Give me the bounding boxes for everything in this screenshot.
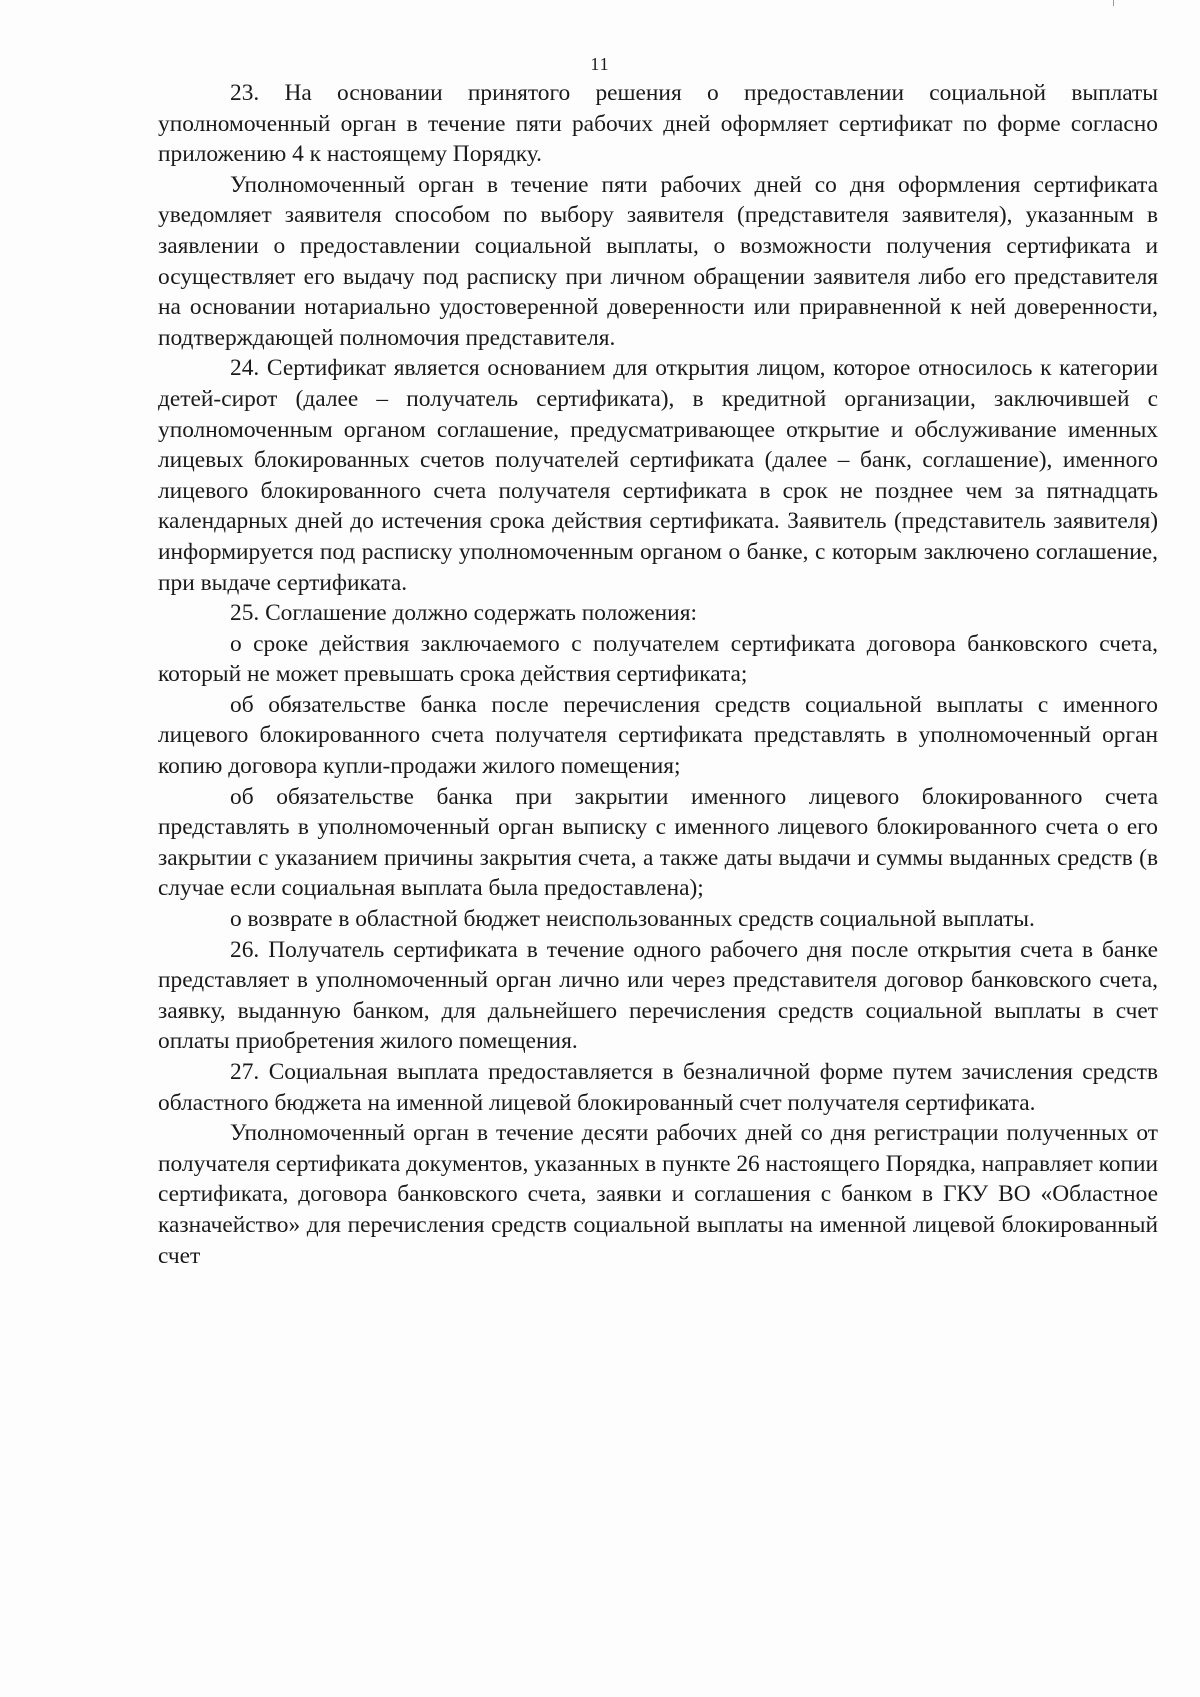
paragraph-item-23-notification: Уполномоченный орган в течение пяти рабочих дней со дня оформления сертификата уведомляет заявителя способом по выбору заявителя (представителя заявителя), указанным в заявлении о предоставлении социальной выплаты, о возможности получения сертификата и осуществляет его выдачу под расписку при личном обращении заявителя либо его представителя на основании нотариально удостоверенной доверенности или приравненной к ней доверенности, подтверждающей полномочия представителя. [158, 171, 1158, 351]
paragraph-item-27: 27. Социальная выплата предоставляется в безналичной форме путем зачисления средств областного бюджета на именной лицевой блокированный счет получателя сертификата. [158, 1059, 1158, 1116]
paragraph-item-23: 23. На основании принятого решения о предоставлении социальной выплаты уполномоченный орган в течение пяти рабочих дней оформляет сертификат по форме согласно приложению 4 к настоящему Порядку. [158, 80, 1158, 168]
paragraph-item-25-term: о сроке действия заключаемого с получателем сертификата договора банковского счета, который не может превышать срока действия сертификата; [158, 630, 1158, 688]
document-body [158, 78, 1158, 1271]
paragraph-item-25: 25. Соглашение должно содержать положения: [230, 600, 697, 627]
scan-edge-mark [1113, 0, 1114, 6]
paragraph-item-26: 26. Получатель сертификата в течение одного рабочего дня после открытия счета в банке представляет в уполномоченный орган лично или через представителя договор банковского счета, заявку, выданную банком, для дальнейшего перечисления средств социальной выплаты в счет оплаты приобретения жилого помещения. [158, 936, 1158, 1055]
paragraph-item-24: 24. Сертификат является основанием для открытия лицом, которое относилось к категории детей-сирот (далее – получатель сертификата), в кредитной организации, заключившей с уполномоченным органом соглашение, предусматривающее открытие и обслуживание именных лицевых блокированных счетов получателей сертификата (далее – банк, соглашение), именного лицевого блокированного счета получателя сертификата в срок не позднее чем за пятнадцать календарных дней до истечения срока действия сертификата. Заявитель (представитель заявителя) информируется под расписку уполномоченным органом о банке, с которым заключено соглашение, при выдаче сертификата. [158, 355, 1158, 596]
paragraph-item-25-refund: о возврате в областной бюджет неиспользованных средств социальной выплаты. [230, 906, 1035, 933]
paragraph-item-25-account-closing: об обязательстве банка при закрытии именного лицевого блокированного счета представлять в уполномоченный орган выписку с именного лицевого блокированного счета о его закрытии с указанием причины закрытия счета, а также даты выдачи и суммы выданных средств (в случае если социальная выплата была предоставлена); [158, 783, 1158, 902]
page-number: 11 [590, 54, 610, 74]
paragraph-item-27-transfer: Уполномоченный орган в течение десяти рабочих дней со дня регистрации полученных от получателя сертификата документов, указанных в пункте 26 настоящего Порядка, направляет копии сертификата, договора банковского счета, заявки и соглашения с банком в ГКУ ВО «Областное казначейство» для перечисления средств социальной выплаты на именной лицевой блокированный счет [158, 1120, 1158, 1269]
paragraph-item-25-contract-copy: об обязательстве банка после перечисления средств социальной выплаты с именного лицевого блокированного счета получателя сертификата представлять в уполномоченный орган копию договора купли-продажи жилого помещения; [158, 691, 1158, 780]
